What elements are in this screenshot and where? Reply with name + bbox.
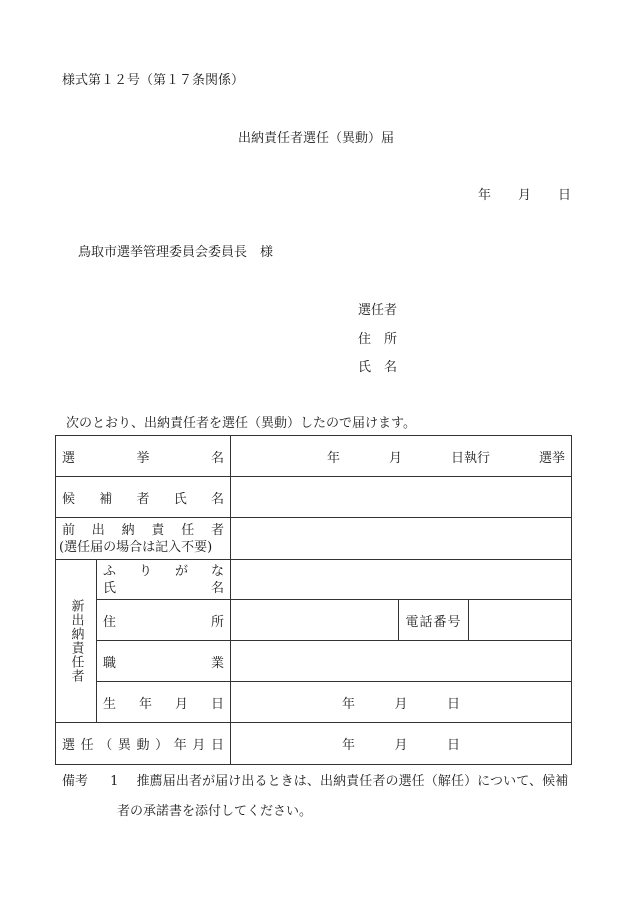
election-value-cell[interactable] — [231, 436, 572, 477]
furigana-label-char: り — [139, 563, 153, 579]
applicant-role: 選任者 — [358, 303, 398, 318]
candidate-label-char: 氏 — [173, 491, 187, 507]
new-treasurer-name-value-cell[interactable] — [231, 560, 572, 600]
election-label-char: 選 — [62, 450, 76, 466]
election-month-label: 月 — [389, 450, 403, 466]
appointment-month-label: 月 — [394, 738, 408, 753]
notes-heading: 備考 — [62, 774, 89, 789]
election-day-label: 日執行 — [450, 450, 490, 466]
appoint-label-char: 動 — [136, 738, 150, 753]
appoint-label-char: 任 — [80, 738, 94, 753]
furigana-label-char: が — [175, 563, 189, 579]
date-month-label: 月 — [517, 188, 531, 203]
birthdate-label-char: 日 — [211, 696, 225, 712]
notes-text-2: 者の承諾書を添付してください。 — [117, 804, 313, 819]
occupation-label-cell — [97, 641, 231, 682]
date-day-label: 日 — [557, 188, 571, 203]
address-value-cell[interactable] — [231, 600, 399, 641]
previous-treasurer-note: (選任届の場合は記入不要) — [59, 539, 213, 555]
addressee: 鳥取市選挙管理委員会委員長 様 — [78, 245, 274, 260]
appoint-label-char: 異 — [117, 738, 131, 753]
candidate-row — [56, 477, 572, 518]
appoint-label-char: （ — [99, 738, 113, 753]
appoint-label-char: 年 — [173, 738, 187, 753]
appoint-label-char: 日 — [211, 738, 225, 753]
birthdate-value-cell[interactable] — [231, 682, 572, 723]
election-label-cell — [56, 436, 231, 477]
address-label-char: 住 — [103, 614, 117, 630]
appointment-year-label: 年 — [342, 738, 356, 753]
occupation-value-cell[interactable] — [231, 641, 572, 682]
previous-label-char: 納 — [121, 522, 135, 538]
previous-label-char: 出 — [91, 522, 105, 538]
submission-date — [478, 184, 571, 203]
form-title: 出納責任者選任（異動）届 — [238, 131, 395, 146]
candidate-label-char: 補 — [99, 491, 113, 507]
appointment-day-label: 日 — [446, 738, 460, 753]
previous-label-char: 任 — [181, 522, 195, 538]
candidate-label-char: 候 — [62, 491, 76, 507]
notification-table — [55, 435, 572, 765]
phone-value-cell[interactable] — [469, 600, 572, 641]
election-year-label: 年 — [327, 450, 341, 466]
applicant-name-label: 氏 名 — [358, 360, 398, 375]
address-label-cell — [97, 600, 231, 641]
notes-text-1: 推薦届出者が届け出るときは、出納責任者の選任（解任）について、候補 — [136, 774, 569, 789]
candidate-value-cell[interactable] — [231, 477, 572, 518]
appointment-date-value-cell[interactable] — [231, 723, 572, 765]
furigana-name-label-cell — [97, 560, 231, 600]
candidate-label-cell — [56, 477, 231, 518]
occupation-label-char: 業 — [211, 655, 225, 671]
name-label-char: 氏 — [103, 580, 117, 596]
date-year-label: 年 — [478, 188, 492, 203]
notes-line-1 — [62, 770, 568, 789]
new-treasurer-group-cell — [56, 560, 97, 723]
election-label-char: 名 — [211, 450, 225, 466]
previous-treasurer-row — [56, 518, 572, 560]
previous-treasurer-value-cell[interactable] — [231, 518, 572, 560]
intro-text: 次のとおり、出納責任者を選任（異動）したので届けます。 — [66, 416, 416, 431]
birthdate-label-char: 生 — [103, 696, 117, 712]
appoint-label-char: 月 — [192, 738, 206, 753]
birthdate-label-cell — [97, 682, 231, 723]
form-number: 様式第１２号（第１７条関係） — [62, 73, 245, 88]
birthdate-row — [56, 682, 572, 723]
address-label-char: 所 — [211, 614, 225, 630]
election-label-char: 挙 — [136, 450, 150, 466]
birthdate-month-label: 月 — [394, 696, 408, 712]
previous-treasurer-label-cell — [56, 518, 231, 560]
appoint-label-char: ） — [155, 738, 169, 753]
previous-label-char: 責 — [151, 522, 165, 538]
candidate-label-char: 名 — [211, 491, 225, 507]
furigana-row — [56, 560, 572, 600]
name-label-char: 名 — [211, 580, 225, 596]
birthdate-year-label: 年 — [342, 696, 356, 712]
new-treasurer-label: 新出納責任者 — [68, 599, 84, 683]
appointment-date-row — [56, 723, 572, 765]
furigana-label-char: ふ — [103, 563, 117, 579]
previous-label-char: 者 — [210, 522, 224, 538]
appointment-date-label-cell — [56, 723, 231, 765]
birthdate-day-label: 日 — [446, 696, 460, 712]
phone-label-cell: 電話番号 — [399, 600, 469, 641]
appoint-label-char: 選 — [62, 738, 76, 753]
election-suffix-label: 選挙 — [538, 450, 565, 466]
birthdate-label-char: 年 — [139, 696, 153, 712]
furigana-label-char: な — [211, 563, 225, 579]
notes-number: 1 — [110, 774, 119, 789]
address-row — [56, 600, 572, 641]
occupation-row — [56, 641, 572, 682]
occupation-label-char: 職 — [103, 655, 117, 671]
previous-label-char: 前 — [62, 522, 76, 538]
election-row — [56, 436, 572, 477]
candidate-label-char: 者 — [136, 491, 150, 507]
applicant-address-label: 住 所 — [358, 332, 398, 347]
birthdate-label-char: 月 — [175, 696, 189, 712]
